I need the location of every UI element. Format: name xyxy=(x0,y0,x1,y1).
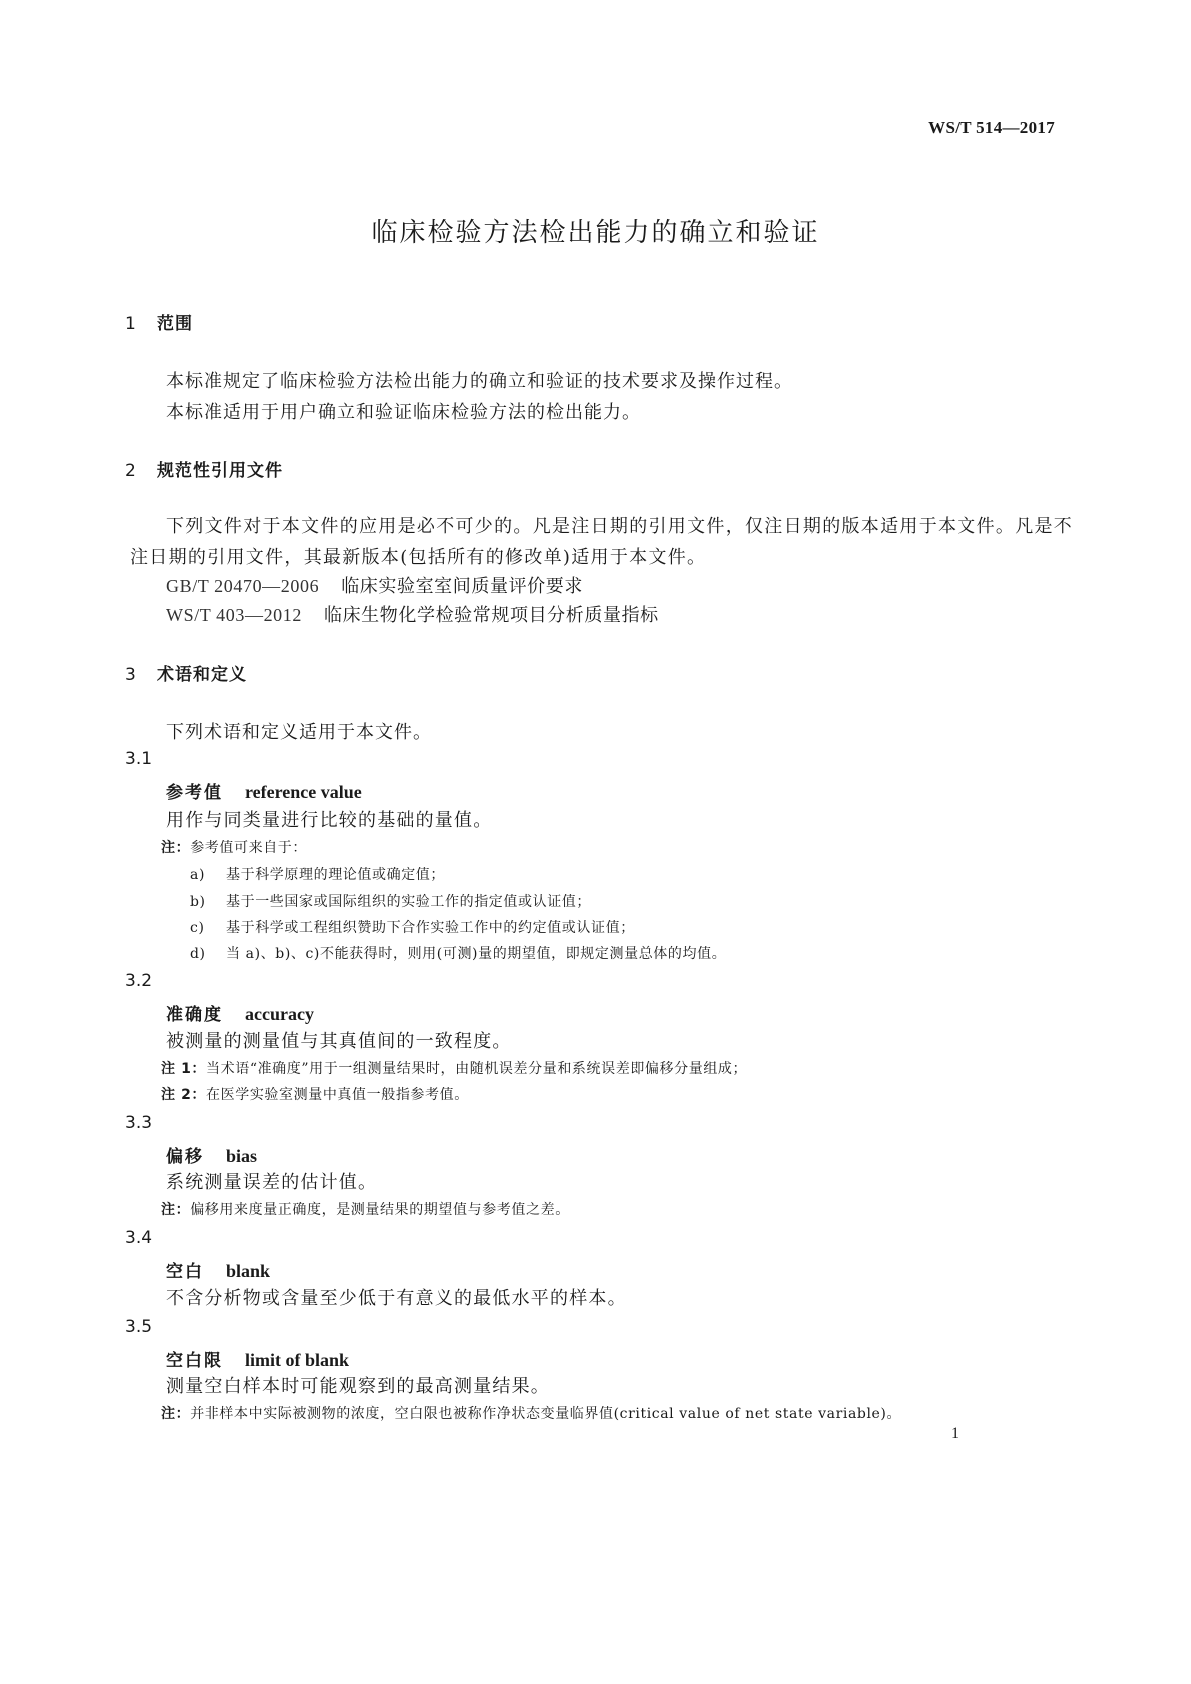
note-text: 偏移用来度量正确度，是测量结果的期望值与参考值之差。 xyxy=(190,1202,570,1218)
term-number: 3.3 xyxy=(125,1113,153,1133)
section-number: 2 xyxy=(125,461,137,481)
item-text: 基于科学原理的理论值或确定值； xyxy=(226,867,445,883)
standard-number: WS/T 514—2017 xyxy=(928,118,1055,137)
term-zh: 空白限 xyxy=(166,1351,223,1371)
term-heading xyxy=(166,1142,257,1167)
term-heading xyxy=(166,778,362,803)
item-marker: d) xyxy=(190,946,206,962)
term-definition: 不含分析物或含量至少低于有意义的最低水平的样本。 xyxy=(166,1288,627,1309)
note-text: 在医学实验室测量中真值一般指参考值。 xyxy=(206,1087,469,1103)
term-definition: 被测量的测量值与其真值间的一致程度。 xyxy=(166,1031,512,1052)
section-1-heading xyxy=(125,309,193,334)
note-list-item xyxy=(190,943,726,963)
scope-paragraph-1: 本标准规定了临床检验方法检出能力的确立和验证的技术要求及操作过程。 xyxy=(166,371,793,392)
section-2-heading xyxy=(125,456,283,481)
item-marker: a) xyxy=(190,867,206,883)
term-zh: 参考值 xyxy=(166,783,223,803)
term-number: 3.2 xyxy=(125,971,153,991)
term-number: 3.4 xyxy=(125,1228,153,1248)
normative-references-paragraph: 下列文件对于本文件的应用是必不可少的。凡是注日期的引用文件，仅注日期的版本适用于本文件。凡是不注日期的引用文件，其最新版本(包括所有的修改单)适用于本文件。 xyxy=(130,516,1074,568)
note-text: 并非样本中实际被测物的浓度，空白限也被称作净状态变量临界值(critical value of net state variable)。 xyxy=(190,1406,902,1422)
term-en: bias xyxy=(226,1146,258,1166)
section-number: 3 xyxy=(125,665,137,685)
term-note xyxy=(161,837,307,857)
note-label: 注： xyxy=(161,1202,191,1218)
term-heading xyxy=(166,1346,349,1371)
term-definition: 测量空白样本时可能观察到的最高测量结果。 xyxy=(166,1376,550,1397)
note-list-item xyxy=(190,864,445,884)
note-list-item xyxy=(190,891,591,911)
reference-code: WS/T 403—2012 xyxy=(166,605,302,625)
reference-item xyxy=(166,601,659,627)
page-number: 1 xyxy=(951,1425,959,1442)
section-title: 规范性引用文件 xyxy=(157,461,283,481)
term-en: blank xyxy=(226,1261,271,1281)
section-title: 范围 xyxy=(157,314,193,334)
reference-item xyxy=(166,572,583,598)
term-heading xyxy=(166,1257,270,1282)
term-definition: 系统测量误差的估计值。 xyxy=(166,1172,378,1193)
term-zh: 准确度 xyxy=(166,1005,223,1025)
term-zh: 空白 xyxy=(166,1262,204,1282)
term-definition: 用作与同类量进行比较的基础的量值。 xyxy=(166,810,493,831)
reference-title: 临床实验室室间质量评价要求 xyxy=(341,576,583,597)
terms-intro: 下列术语和定义适用于本文件。 xyxy=(166,722,432,743)
reference-title: 临床生物化学检验常规项目分析质量指标 xyxy=(323,605,659,626)
item-text: 基于科学或工程组织赞助下合作实验工作中的约定值或认证值； xyxy=(226,920,635,936)
section-title: 术语和定义 xyxy=(157,665,247,685)
item-marker: b) xyxy=(190,894,206,910)
note-label: 注： xyxy=(161,1406,191,1422)
term-en: accuracy xyxy=(245,1004,314,1024)
term-number: 3.1 xyxy=(125,749,153,769)
term-heading xyxy=(166,1000,314,1025)
document-title: 临床检验方法检出能力的确立和验证 xyxy=(371,218,820,248)
note-list-item xyxy=(190,917,635,937)
item-text: 当 a)、b)、c)不能获得时，则用(可测)量的期望值，即规定测量总体的均值。 xyxy=(226,946,727,962)
note-label: 注 1： xyxy=(161,1061,207,1077)
section-number: 1 xyxy=(125,314,137,334)
note-label: 注： xyxy=(161,840,191,856)
term-zh: 偏移 xyxy=(166,1147,204,1167)
term-note xyxy=(161,1199,570,1219)
scope-paragraph-2: 本标准适用于用户确立和验证临床检验方法的检出能力。 xyxy=(166,402,641,423)
note-label: 注 2： xyxy=(161,1087,207,1103)
term-en: reference value xyxy=(245,782,362,802)
term-note xyxy=(161,1058,747,1078)
note-text: 参考值可来自于： xyxy=(190,840,308,856)
term-en: limit of blank xyxy=(245,1350,350,1370)
item-text: 基于一些国家或国际组织的实验工作的指定值或认证值； xyxy=(226,894,591,910)
item-marker: c) xyxy=(190,920,205,936)
note-text: 当术语“准确度”用于一组测量结果时，由随机误差分量和系统误差即偏移分量组成； xyxy=(206,1061,748,1077)
reference-code: GB/T 20470—2006 xyxy=(166,576,320,596)
term-note xyxy=(161,1084,469,1104)
term-note xyxy=(161,1403,901,1423)
section-3-heading xyxy=(125,660,247,685)
term-number: 3.5 xyxy=(125,1317,153,1337)
